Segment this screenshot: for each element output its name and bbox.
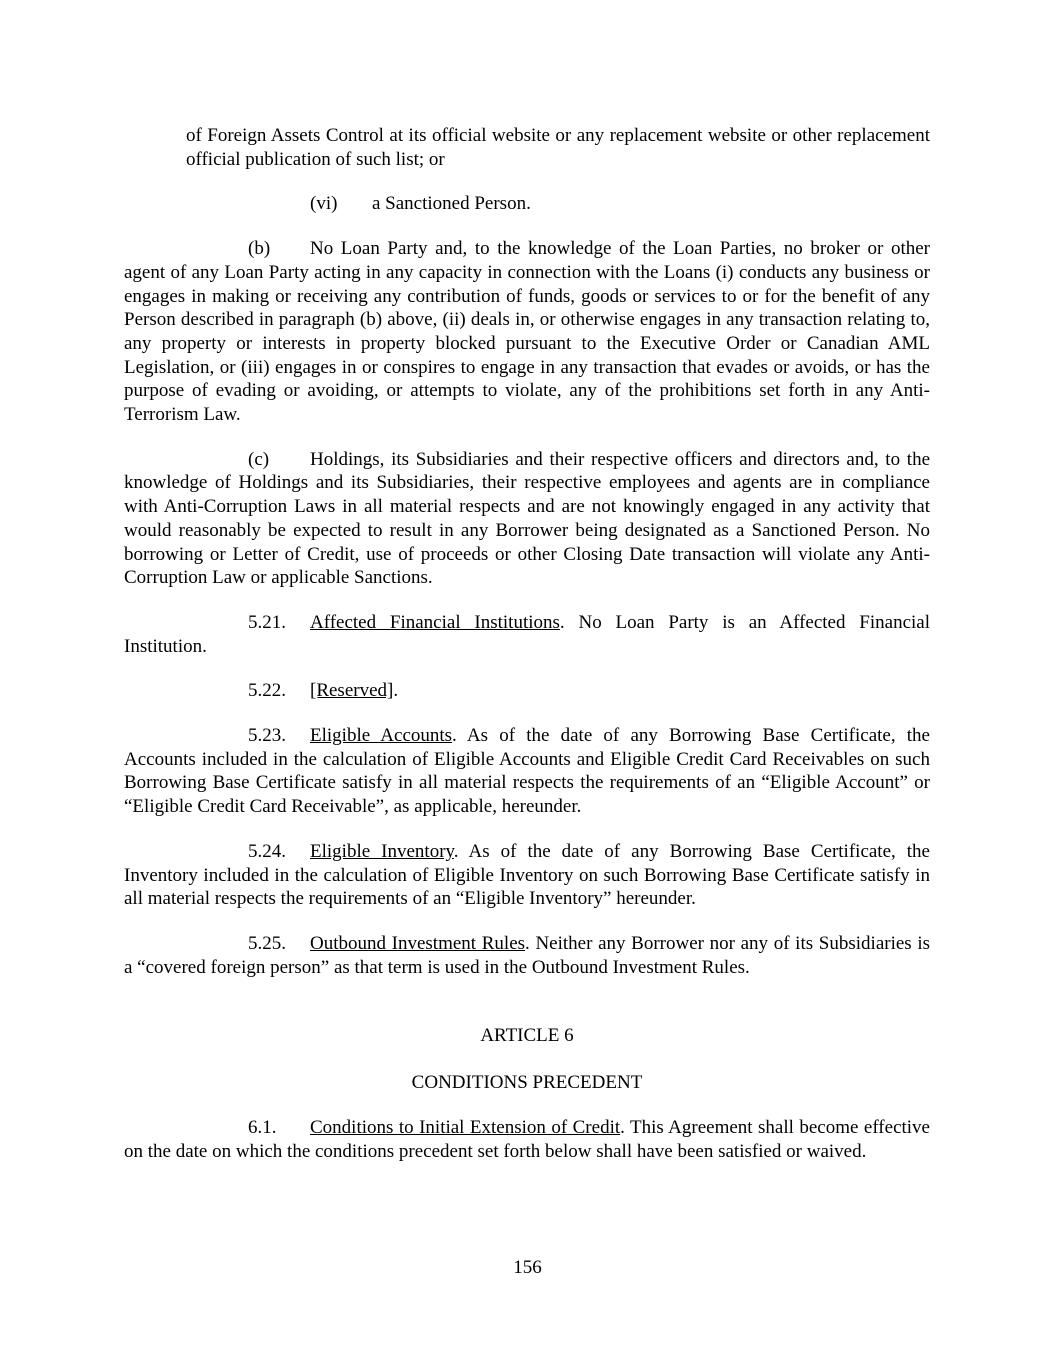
section-5-21 xyxy=(124,611,930,658)
section-5-23-number: 5.23. xyxy=(248,725,286,747)
article-caption: CONDITIONS PRECEDENT xyxy=(411,1072,643,1094)
section-6-1-heading: Conditions to Initial Extension of Credit xyxy=(310,1116,621,1138)
section-6-1-number: 6.1. xyxy=(248,1116,277,1138)
section-5-23 xyxy=(124,724,930,819)
section-5-21-heading: Affected Financial Institutions xyxy=(310,611,560,633)
section-5-24-number: 5.24. xyxy=(248,840,286,862)
clause-vi xyxy=(124,192,930,216)
section-5-22 xyxy=(124,679,930,703)
page-number: 156 xyxy=(513,1257,542,1278)
section-5-24-text: . As of the date of any Borrowing Base Certificate, the Inventory included in the calculation of Eligible Inventory on such Borrowing Base Certificate satisfy in all material respects the requirements of an “Eligible Inventory” hereunder. xyxy=(124,840,930,910)
section-5-25-number: 5.25. xyxy=(248,932,286,954)
section-5-23-heading: Eligible Accounts xyxy=(310,725,453,747)
paragraph-c-number: (c) xyxy=(248,448,270,470)
section-5-22-number: 5.22. xyxy=(248,680,286,702)
paragraph-b-number: (b) xyxy=(248,238,271,260)
paragraph-b xyxy=(124,237,930,427)
paragraph-c-text: Holdings, its Subsidiaries and their respective officers and directors and, to the knowledge of Holdings and its Subsidiaries, their respective employees and agents are in compliance with Anti-Corruption Laws in all material respects and are not knowingly engaged in any activity that would reasonably be expected to result in any Borrower being designated as a Sanctioned Person. No borrowing or Letter of Credit, use of proceeds or other Closing Date transaction will violate any Anti-Corruption Law or applicable Sanctions. xyxy=(124,448,930,589)
paragraph-c xyxy=(124,448,930,590)
section-6-1 xyxy=(124,1116,930,1163)
clause-vi-text: a Sanctioned Person. xyxy=(372,193,531,215)
section-5-25-heading: Outbound Investment Rules xyxy=(310,932,526,954)
section-6-1-text: . This Agreement shall become effective on the date on which the conditions precedent set forth below shall have been satisfied or waived. xyxy=(124,1116,930,1162)
document-page xyxy=(124,124,930,1163)
section-5-24-heading: Eligible Inventory xyxy=(310,840,454,862)
article-title: ARTICLE 6 xyxy=(480,1025,574,1047)
paragraph-b-text: No Loan Party and, to the knowledge of the Loan Parties, no broker or other agent of any Loan Party acting in any capacity in connection with the Loans (i) conducts any business or engages in making or receiving any contribution of funds, goods or services to or for the benefit of any Person described in paragraph (b) above, (ii) deals in, or otherwise engages in any transaction relating to, any property or interests in property blocked pursuant to the Executive Order or Canadian AML Legislation, or (iii) engages in or conspires to engage in any transaction that evades or avoids, or has the purpose of evading or avoiding, or attempts to violate, any of the prohibitions set forth in any Anti-Terrorism Law. xyxy=(124,238,930,426)
section-5-24 xyxy=(124,840,930,911)
section-5-22-heading: [Reserved] xyxy=(310,680,394,702)
section-5-22-text: . xyxy=(393,680,399,702)
clause-vi-number: (vi) xyxy=(310,193,338,215)
section-5-23-text: . As of the date of any Borrowing Base Certificate, the Accounts included in the calculation of Eligible Accounts and Eligible Credit Card Receivables on such Borrowing Base Certificate satisfy in all material respects the requirements of an “Eligible Account” or “Eligible Credit Card Receivable”, as applicable, hereunder. xyxy=(124,725,930,818)
section-5-21-number: 5.21. xyxy=(248,611,286,633)
section-5-25 xyxy=(124,932,930,979)
continuation-paragraph: of Foreign Assets Control at its official website or any replacement website or other replacement official publication of such list; or xyxy=(186,125,930,170)
section-5-25-text: . Neither any Borrower nor any of its Subsidiaries is a “covered foreign person” as that term is used in the Outbound Investment Rules. xyxy=(124,932,931,978)
section-5-21-text: . No Loan Party is an Affected Financial Institution. xyxy=(124,611,930,657)
